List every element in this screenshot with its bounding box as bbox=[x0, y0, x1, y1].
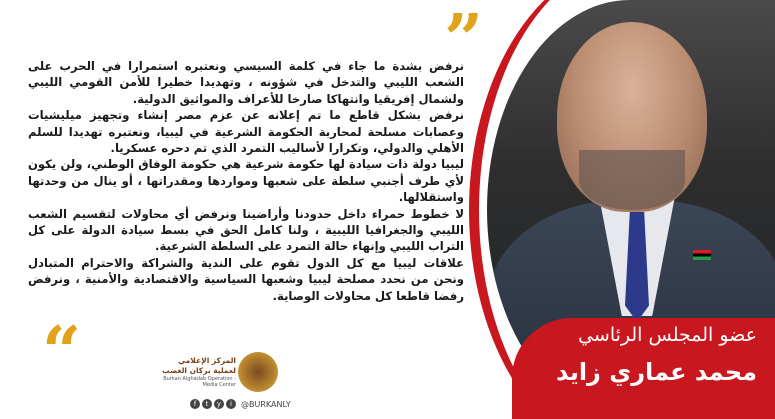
open-quote-icon: ” bbox=[444, 0, 484, 80]
logo-english-name: Burkan Alghadab Operation - Media Center bbox=[163, 376, 236, 388]
social-handle[interactable]: @BURKANLY bbox=[241, 399, 291, 409]
youtube-icon[interactable]: y bbox=[214, 399, 224, 409]
statement-paragraph: نرفض بشدة ما جاء في كلمة السيسي ونعتبره استمرارا في الحرب على الشعب الليبي والتدخل في شؤونه ، وتهديدا خطيرا للأمن القومي الليبي ولشمال إفريقيا وانتهاكا صارخا للأعراف والمواثيق الدولية. bbox=[28, 59, 464, 106]
statement-paragraph: نرفض بشكل قاطع ما تم إعلانه عن عزم مصر إنشاء وتجهيز ميليشيات وعصابات مسلحة لمحاربة الحكومة الشرعية في ليبيا، ونعتبره تهديدا للسلم الأهلي والدولي، وتكرارا لأساليب التمرد الذي تم دحره عسكريا. bbox=[28, 108, 464, 156]
statement-paragraph: لا خطوط حمراء داخل حدودنا وأراضينا ونرفض أي محاولات لتقسيم الشعب الليبي والجغرافيا الليبية ، ولنا كامل الحق في بسط سيادة الدولة على كل التراب الليبي وإنهاء حالة التمرد على السلطة الشرعية. bbox=[28, 206, 464, 254]
twitter-icon[interactable]: t bbox=[202, 399, 212, 409]
statement-paragraph: علاقات ليبيا مع كل الدول تقوم على الندية والشراكة والاحترام المتبادل ونحن من نحدد مصلحة ليبيا وشعبها السياسية والاقتصادية والأمنية ، ونرفض رفضا قاطعا كل محاولات الوصاية. bbox=[28, 255, 464, 303]
speaker-role: عضو المجلس الرئاسي bbox=[578, 324, 757, 346]
social-bar bbox=[190, 397, 291, 411]
facebook-icon[interactable]: f bbox=[190, 399, 200, 409]
logo-emblem-icon bbox=[238, 352, 278, 392]
statement-paragraph: ليبيا دولة ذات سيادة لها حكومة شرعية هي حكومة الوفاق الوطني، ولن يكون لأي طرف أجنبي سلطة على شعبها ومواردها ومقدراتها ، أو ينال من وحدتها واستقلالها. bbox=[28, 157, 464, 205]
statement-text bbox=[28, 58, 464, 304]
photo-beard bbox=[579, 150, 685, 210]
instagram-icon[interactable]: i bbox=[226, 399, 236, 409]
flag-pin-icon bbox=[693, 250, 711, 260]
media-center-logo bbox=[160, 352, 278, 392]
close-quote-icon: “ bbox=[42, 312, 82, 392]
logo-arabic-name: المركز الإعلامي لعملية بركان الغضب bbox=[162, 356, 236, 375]
speaker-name: محمد عماري زايد bbox=[555, 358, 757, 386]
